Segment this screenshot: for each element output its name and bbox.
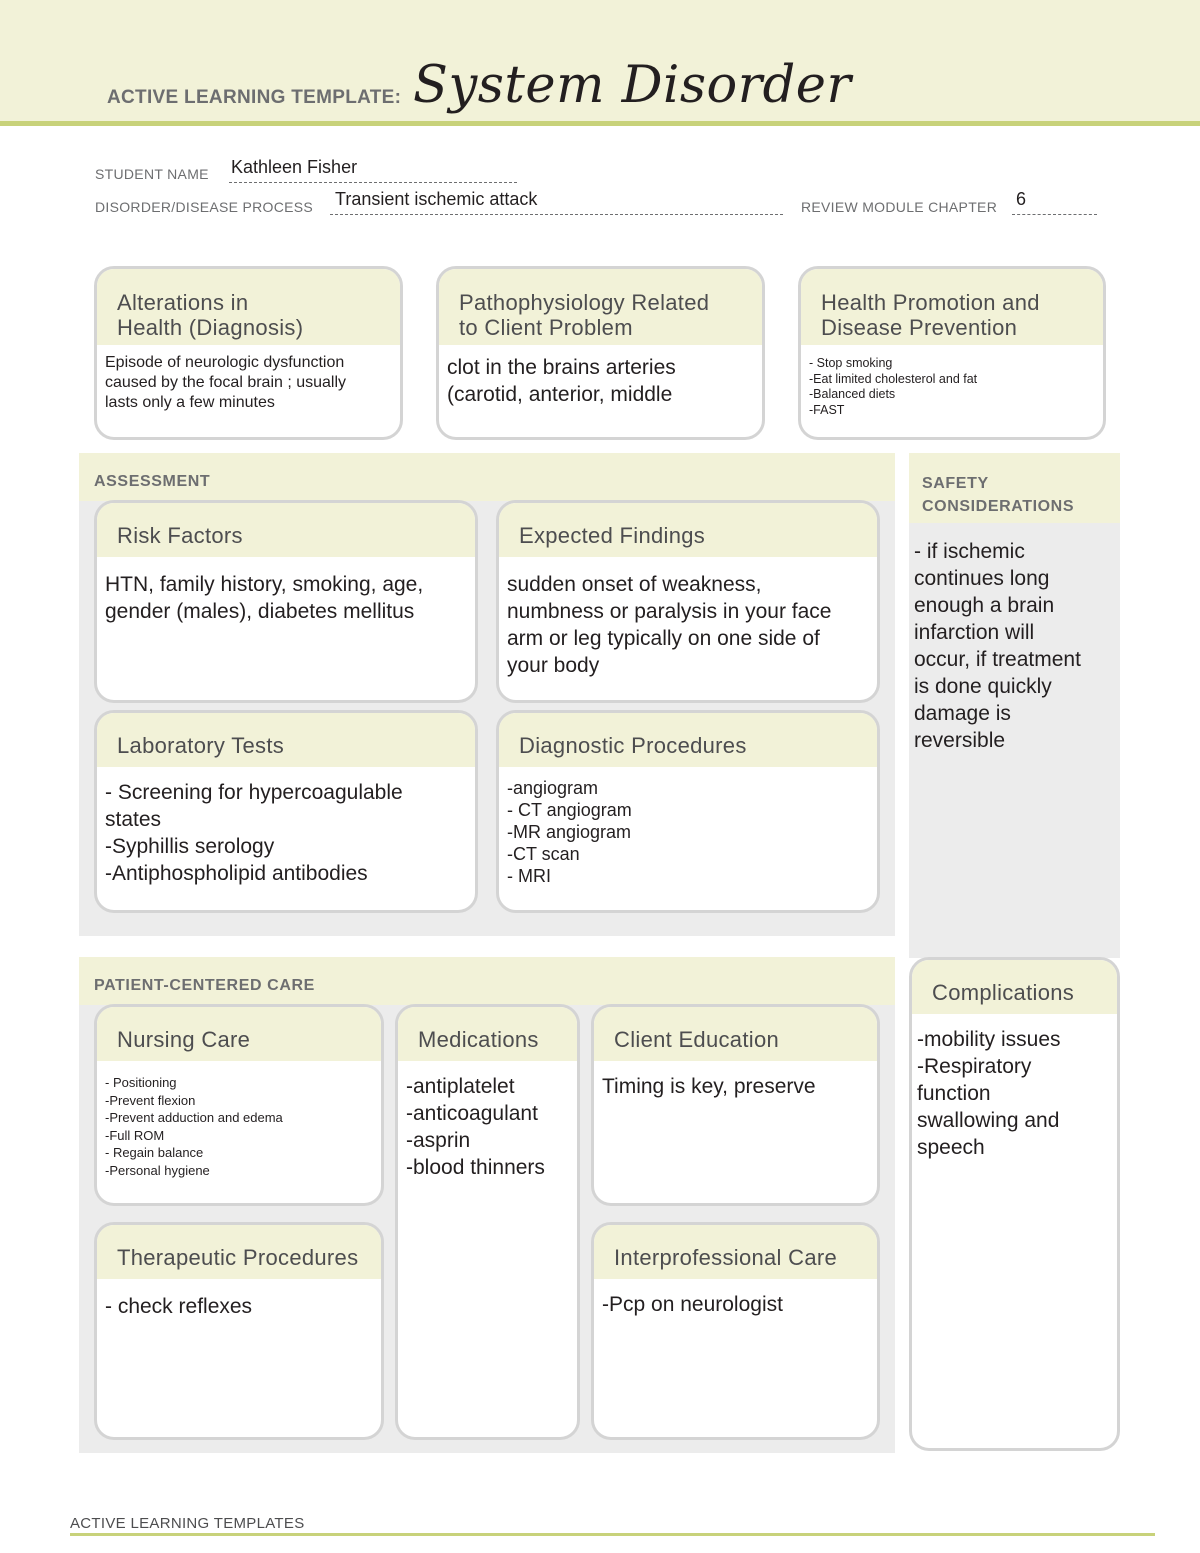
risk-factors-body[interactable]: HTN, family history, smoking, age, gender (males), diabetes mellitus <box>105 573 424 623</box>
pathophysiology-title: Pathophysiology Related to Client Problem <box>439 269 762 345</box>
health-promotion-card <box>798 266 1106 440</box>
health-promotion-body[interactable]: - Stop smoking -Eat limited cholesterol and fat -Balanced diets -FAST <box>809 356 978 417</box>
diagnostic-procedures-body[interactable]: -angiogram - CT angiogram -MR angiogram -CT scan - MRI <box>507 778 632 886</box>
laboratory-tests-card <box>94 710 478 913</box>
therapeutic-procedures-title: Therapeutic Procedures <box>97 1225 381 1279</box>
complications-title: Complications <box>912 960 1117 1014</box>
medications-card <box>395 1004 580 1440</box>
footer-label: ACTIVE LEARNING TEMPLATES <box>70 1515 305 1532</box>
expected-findings-body[interactable]: sudden onset of weakness, numbness or paralysis in your face arm or leg typically on one side of your body <box>507 573 832 677</box>
expected-findings-title: Expected Findings <box>499 503 877 557</box>
interprofessional-care-card <box>591 1222 880 1440</box>
alterations-title: Alterations in Health (Diagnosis) <box>97 269 400 345</box>
interprofessional-care-title: Interprofessional Care <box>594 1225 877 1279</box>
complications-body[interactable]: -mobility issues -Respiratory function swallowing and speech <box>917 1028 1061 1159</box>
expected-findings-card <box>496 500 880 703</box>
disorder-label: DISORDER/DISEASE PROCESS <box>95 199 314 215</box>
patient-care-title: PATIENT-CENTERED CARE <box>94 977 315 994</box>
header-rule <box>0 121 1200 126</box>
alterations-body[interactable]: Episode of neurologic dysfunction caused by the focal brain ; usually lasts only a few minutes <box>105 354 347 411</box>
laboratory-tests-body[interactable]: - Screening for hypercoagulable states -Syphillis serology -Antiphospholipid antibodies <box>105 781 403 885</box>
student-name-label: STUDENT NAME <box>95 166 209 182</box>
nursing-care-body[interactable]: - Positioning -Prevent flexion -Prevent adduction and edema -Full ROM - Regain balance -Personal hygiene <box>105 1075 283 1178</box>
laboratory-tests-title: Laboratory Tests <box>97 713 475 767</box>
risk-factors-card <box>94 500 478 703</box>
client-education-body[interactable]: Timing is key, preserve <box>602 1075 816 1098</box>
student-name-line <box>229 182 517 183</box>
complications-card <box>909 957 1120 1451</box>
chapter-label: REVIEW MODULE CHAPTER <box>801 199 998 215</box>
disorder-field[interactable]: Transient ischemic attack <box>335 189 538 209</box>
safety-body[interactable]: - if ischemic continues long enough a brain infarction will occur, if treatment is done quickly damage is reversible <box>914 540 1081 752</box>
diagnostic-procedures-title: Diagnostic Procedures <box>499 713 877 767</box>
alterations-card <box>94 266 403 440</box>
chapter-line <box>1012 214 1097 215</box>
therapeutic-procedures-card <box>94 1222 384 1440</box>
assessment-title: ASSESSMENT <box>94 473 211 490</box>
client-education-card <box>591 1004 880 1206</box>
nursing-care-title: Nursing Care <box>97 1007 381 1061</box>
medications-title: Medications <box>398 1007 577 1061</box>
medications-body[interactable]: -antiplatelet -anticoagulant -asprin -blood thinners <box>406 1075 545 1179</box>
diagnostic-procedures-card <box>496 710 880 913</box>
safety-title: SAFETY CONSIDERATIONS <box>922 475 1075 515</box>
student-name-field[interactable]: Kathleen Fisher <box>231 157 358 177</box>
interprofessional-care-body[interactable]: -Pcp on neurologist <box>602 1293 783 1316</box>
health-promotion-title: Health Promotion and Disease Prevention <box>801 269 1103 345</box>
template-title: System Disorder <box>413 56 852 115</box>
pathophysiology-card <box>436 266 765 440</box>
disorder-line <box>330 214 783 215</box>
pathophysiology-body[interactable]: clot in the brains arteries (carotid, anterior, middle <box>447 356 676 406</box>
client-education-title: Client Education <box>594 1007 877 1061</box>
footer-rule <box>70 1533 1155 1536</box>
risk-factors-title: Risk Factors <box>97 503 475 557</box>
nursing-care-card <box>94 1004 384 1206</box>
template-label: ACTIVE LEARNING TEMPLATE: <box>107 87 402 108</box>
chapter-field[interactable]: 6 <box>1016 189 1027 209</box>
therapeutic-procedures-body[interactable]: - check reflexes <box>105 1295 253 1318</box>
